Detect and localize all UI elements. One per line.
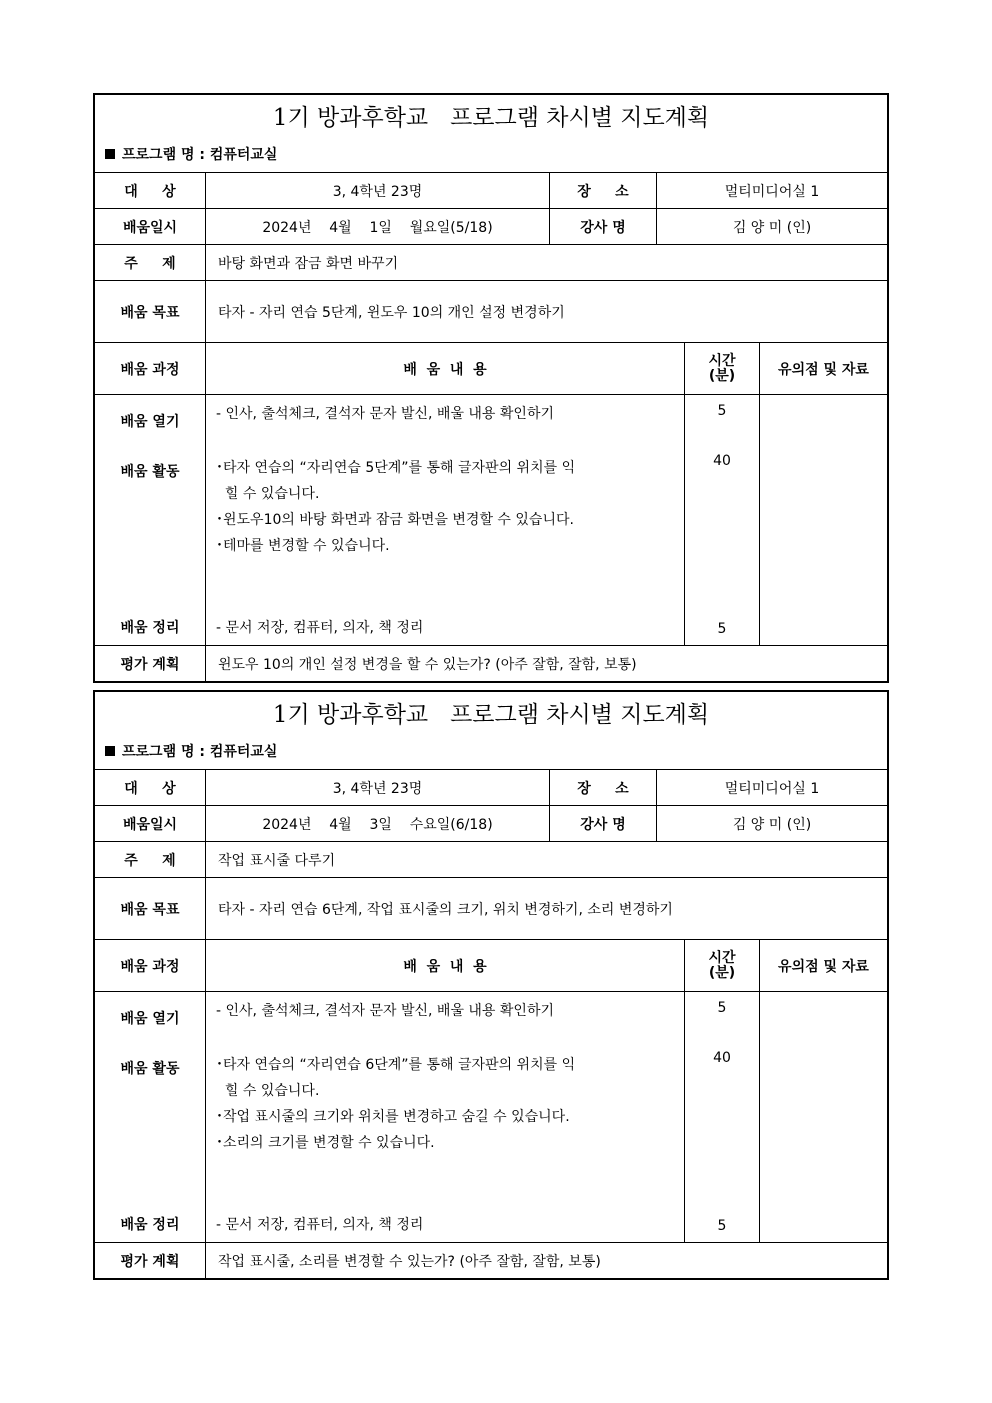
- program-name-text: 프로그램 명 : 컴퓨터교실: [122, 743, 278, 760]
- target-row: [95, 172, 887, 208]
- notes-label: 유의점 및 자료: [759, 940, 887, 991]
- time-close: 5: [717, 621, 727, 637]
- topic-row: [95, 841, 887, 877]
- date-label: 배움일시: [122, 816, 178, 833]
- goal-row: [95, 280, 887, 342]
- eval-label: 평가 계획: [120, 1253, 180, 1270]
- stage-column: [95, 992, 205, 1242]
- target-value: 3, 4학년 23명: [205, 173, 549, 208]
- goal-label: 배움 목표: [120, 901, 180, 918]
- close-text: - 문서 저장, 컴퓨터, 의자, 책 정리: [216, 1217, 424, 1233]
- square-bullet-icon: [105, 746, 115, 756]
- content-column: [205, 992, 684, 1242]
- process-body-row: [95, 991, 887, 1242]
- time-label-2: (분): [708, 964, 736, 981]
- date-row: [95, 805, 887, 841]
- eval-row: [95, 645, 887, 681]
- topic-label: 주 제: [124, 255, 176, 272]
- stage-close: 배움 정리: [120, 620, 180, 636]
- activity-item-1b: 힐 수 있습니다.: [216, 486, 320, 502]
- time-label-1: 시간: [708, 949, 736, 966]
- topic-label: 주 제: [124, 852, 176, 869]
- plan-title: 1기 방과후학교 프로그램 차시별 지도계획: [272, 104, 710, 131]
- place-label: 장 소: [549, 173, 656, 208]
- activity-item-1b: 힐 수 있습니다.: [216, 1083, 320, 1099]
- place-value: 멀티미디어실 1: [656, 173, 887, 208]
- activity-item-2: ･윈도우10의 바탕 화면과 잠금 화면을 변경할 수 있습니다.: [216, 512, 574, 528]
- goal-row: [95, 877, 887, 939]
- notes-column: [759, 992, 887, 1242]
- place-value: 멀티미디어실 1: [656, 770, 887, 805]
- time-column: [684, 992, 759, 1242]
- stage-column: [95, 395, 205, 645]
- time-column: [684, 395, 759, 645]
- teacher-value: 김 양 미 (인): [656, 806, 887, 841]
- program-name-text: 프로그램 명 : 컴퓨터교실: [122, 146, 278, 163]
- process-label: 배움 과정: [120, 361, 180, 378]
- content-label: 배 움 내 용: [205, 343, 684, 394]
- eval-row: [95, 1242, 887, 1278]
- activity-list: [216, 1052, 676, 1156]
- plan-title: 1기 방과후학교 프로그램 차시별 지도계획: [272, 701, 710, 728]
- teacher-label: 강사 명: [549, 209, 656, 244]
- time-open: 5: [717, 1000, 727, 1016]
- target-row: [95, 769, 887, 805]
- target-value: 3, 4학년 23명: [205, 770, 549, 805]
- date-value: 2024년 4월 1일 월요일(5/18): [205, 209, 549, 244]
- activity-item-1a: ･타자 연습의 “자리연습 5단계”를 통해 글자판의 위치를 익: [216, 460, 576, 476]
- teacher-value: 김 양 미 (인): [656, 209, 887, 244]
- square-bullet-icon: [105, 149, 115, 159]
- time-label-2: (분): [708, 367, 736, 384]
- program-name: [95, 732, 887, 769]
- time-open: 5: [717, 403, 727, 419]
- process-body-row: [95, 394, 887, 645]
- program-name: [95, 135, 887, 172]
- stage-open: 배움 열기: [120, 1011, 180, 1027]
- activity-item-3: ･소리의 크기를 변경할 수 있습니다.: [216, 1135, 435, 1151]
- content-column: [205, 395, 684, 645]
- activity-list: [216, 455, 676, 559]
- stage-open: 배움 열기: [120, 414, 180, 430]
- time-activity: 40: [713, 1050, 731, 1066]
- time-label-1: 시간: [708, 352, 736, 369]
- process-label: 배움 과정: [120, 958, 180, 975]
- activity-item-1a: ･타자 연습의 “자리연습 6단계”를 통해 글자판의 위치를 익: [216, 1057, 576, 1073]
- notes-label: 유의점 및 자료: [759, 343, 887, 394]
- target-label: 대 상: [124, 183, 176, 200]
- time-label: [684, 940, 759, 991]
- time-close: 5: [717, 1218, 727, 1234]
- time-activity: 40: [713, 453, 731, 469]
- topic-value: 바탕 화면과 잠금 화면 바꾸기: [205, 245, 887, 280]
- open-text: - 인사, 출석체크, 결석자 문자 발신, 배울 내용 확인하기: [216, 406, 555, 422]
- goal-label: 배움 목표: [120, 304, 180, 321]
- topic-row: [95, 244, 887, 280]
- lesson-plan-1: [93, 93, 889, 683]
- notes-column: [759, 395, 887, 645]
- place-label: 장 소: [549, 770, 656, 805]
- open-text: - 인사, 출석체크, 결석자 문자 발신, 배울 내용 확인하기: [216, 1003, 555, 1019]
- content-label: 배 움 내 용: [205, 940, 684, 991]
- topic-value: 작업 표시줄 다루기: [205, 842, 887, 877]
- goal-value: 타자 - 자리 연습 5단계, 윈도우 10의 개인 설정 변경하기: [205, 281, 887, 342]
- activity-item-3: ･테마를 변경할 수 있습니다.: [216, 538, 390, 554]
- lesson-plan-2: [93, 690, 889, 1280]
- date-row: [95, 208, 887, 244]
- stage-activity: 배움 활동: [120, 1061, 180, 1077]
- process-header-row: [95, 342, 887, 394]
- stage-close: 배움 정리: [120, 1217, 180, 1233]
- date-label: 배움일시: [122, 219, 178, 236]
- eval-value: 윈도우 10의 개인 설정 변경을 할 수 있는가? (아주 잘함, 잘함, 보통): [205, 646, 887, 681]
- eval-value: 작업 표시줄, 소리를 변경할 수 있는가? (아주 잘함, 잘함, 보통): [205, 1243, 887, 1278]
- process-header-row: [95, 939, 887, 991]
- time-label: [684, 343, 759, 394]
- target-label: 대 상: [124, 780, 176, 797]
- date-value: 2024년 4월 3일 수요일(6/18): [205, 806, 549, 841]
- eval-label: 평가 계획: [120, 656, 180, 673]
- goal-value: 타자 - 자리 연습 6단계, 작업 표시줄의 크기, 위치 변경하기, 소리 변경하기: [205, 878, 887, 939]
- activity-item-2: ･작업 표시줄의 크기와 위치를 변경하고 숨길 수 있습니다.: [216, 1109, 570, 1125]
- close-text: - 문서 저장, 컴퓨터, 의자, 책 정리: [216, 620, 424, 636]
- teacher-label: 강사 명: [549, 806, 656, 841]
- stage-activity: 배움 활동: [120, 464, 180, 480]
